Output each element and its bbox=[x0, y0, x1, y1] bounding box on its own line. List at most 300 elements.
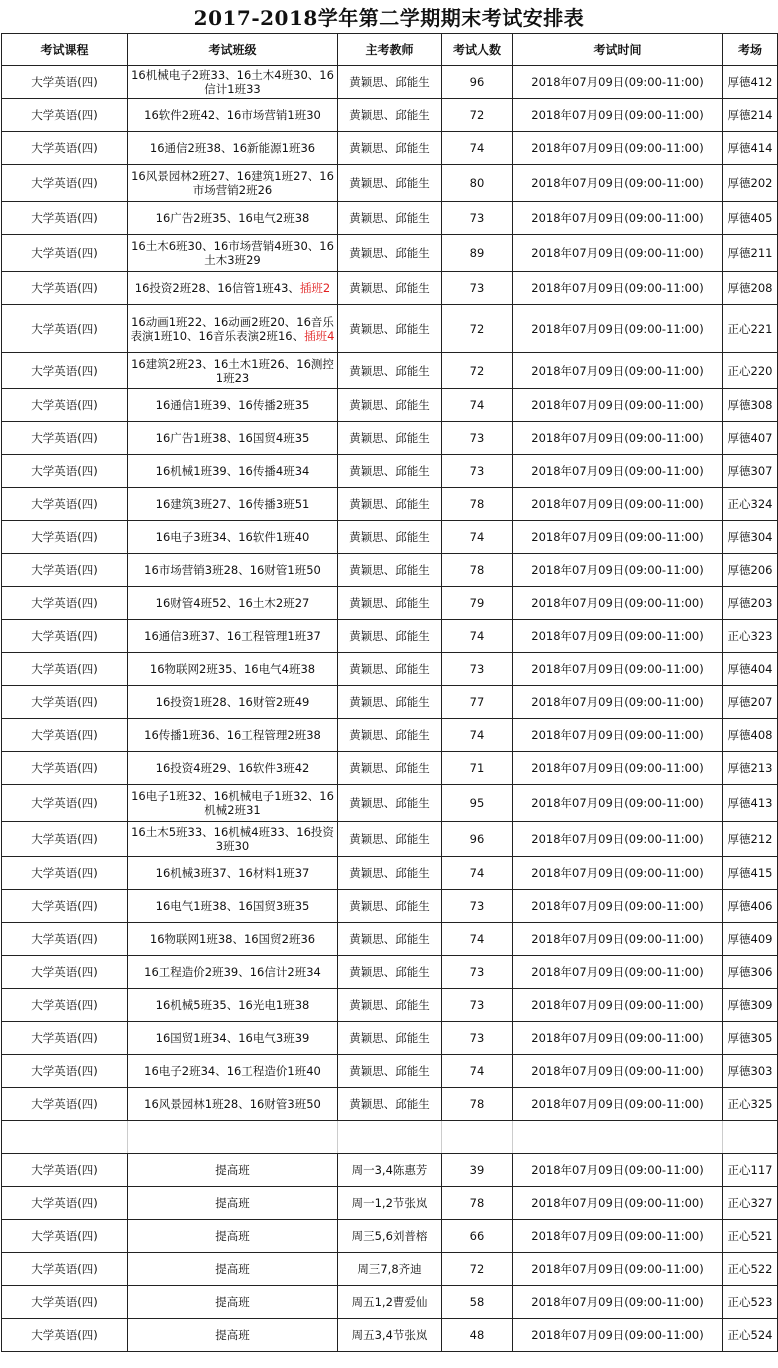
count-cell: 73 bbox=[442, 455, 513, 488]
room-cell: 厚德306 bbox=[723, 956, 778, 989]
time-cell: 2018年07月09日(09:00-11:00) bbox=[513, 1088, 723, 1121]
time-cell: 2018年07月09日(09:00-11:00) bbox=[513, 822, 723, 857]
count-cell: 89 bbox=[442, 235, 513, 272]
time-cell: 2018年07月09日(09:00-11:00) bbox=[513, 1187, 723, 1220]
time-cell: 2018年07月09日(09:00-11:00) bbox=[513, 353, 723, 389]
room-cell: 厚德414 bbox=[723, 132, 778, 165]
teacher-cell: 黄颖思、邱能生 bbox=[338, 422, 442, 455]
advanced-row bbox=[2, 1220, 778, 1253]
count-cell: 73 bbox=[442, 202, 513, 235]
classes-text: 16建筑2班23、16土木1班26、16测控1班23 bbox=[131, 356, 334, 385]
teacher-cell: 黄颖思、邱能生 bbox=[338, 305, 442, 353]
time-cell: 2018年07月09日(09:00-11:00) bbox=[513, 99, 723, 132]
teacher-cell: 黄颖思、邱能生 bbox=[338, 1088, 442, 1121]
course-cell: 大学英语(四) bbox=[2, 1319, 128, 1352]
teacher-cell: 黄颖思、邱能生 bbox=[338, 686, 442, 719]
teacher-cell: 周五1,2曹爱仙 bbox=[338, 1286, 442, 1319]
teacher-cell: 黄颖思、邱能生 bbox=[338, 521, 442, 554]
table-row bbox=[2, 132, 778, 165]
course-cell: 大学英语(四) bbox=[2, 719, 128, 752]
time-cell: 2018年07月09日(09:00-11:00) bbox=[513, 235, 723, 272]
classes-text: 16机械电子2班33、16土木4班30、16信计1班33 bbox=[131, 68, 334, 96]
classes-text: 16传播1班36、16工程管理2班38 bbox=[144, 728, 321, 742]
classes-cell bbox=[128, 686, 338, 719]
time-cell: 2018年07月09日(09:00-11:00) bbox=[513, 488, 723, 521]
empty-cell bbox=[2, 1121, 128, 1154]
classes-cell bbox=[128, 752, 338, 785]
course-cell: 大学英语(四) bbox=[2, 202, 128, 235]
course-cell: 大学英语(四) bbox=[2, 554, 128, 587]
count-cell: 74 bbox=[442, 1055, 513, 1088]
classes-text: 16通信2班38、16新能源1班36 bbox=[149, 141, 316, 155]
classes-cell bbox=[128, 1088, 338, 1121]
room-cell: 正心521 bbox=[723, 1220, 778, 1253]
classes-text: 16风景园林1班28、16财管3班50 bbox=[144, 1097, 321, 1111]
time-cell: 2018年07月09日(09:00-11:00) bbox=[513, 66, 723, 99]
course-cell: 大学英语(四) bbox=[2, 272, 128, 305]
table-row bbox=[2, 785, 778, 822]
count-cell: 66 bbox=[442, 1220, 513, 1253]
classes-cell bbox=[128, 989, 338, 1022]
room-cell: 正心522 bbox=[723, 1253, 778, 1286]
course-cell: 大学英语(四) bbox=[2, 1220, 128, 1253]
table-row bbox=[2, 719, 778, 752]
course-cell: 大学英语(四) bbox=[2, 785, 128, 822]
course-cell: 大学英语(四) bbox=[2, 653, 128, 686]
count-cell: 77 bbox=[442, 686, 513, 719]
course-cell: 大学英语(四) bbox=[2, 956, 128, 989]
empty-cell bbox=[513, 1121, 723, 1154]
classes-text: 16通信1班39、16传播2班35 bbox=[155, 398, 310, 412]
table-row bbox=[2, 890, 778, 923]
room-cell: 正心327 bbox=[723, 1187, 778, 1220]
count-cell: 74 bbox=[442, 857, 513, 890]
classes-text: 16机械5班35、16光电1班38 bbox=[155, 998, 310, 1012]
time-cell: 2018年07月09日(09:00-11:00) bbox=[513, 923, 723, 956]
classes-text: 16土木6班30、16市场营销4班30、16土木3班29 bbox=[131, 239, 334, 267]
teacher-cell: 黄颖思、邱能生 bbox=[338, 235, 442, 272]
count-cell: 73 bbox=[442, 956, 513, 989]
room-cell: 正心220 bbox=[723, 353, 778, 389]
teacher-cell: 黄颖思、邱能生 bbox=[338, 653, 442, 686]
time-cell: 2018年07月09日(09:00-11:00) bbox=[513, 890, 723, 923]
course-cell: 大学英语(四) bbox=[2, 1187, 128, 1220]
table-row bbox=[2, 422, 778, 455]
classes-cell bbox=[128, 1055, 338, 1088]
room-cell: 正心323 bbox=[723, 620, 778, 653]
time-cell: 2018年07月09日(09:00-11:00) bbox=[513, 785, 723, 822]
teacher-cell: 黄颖思、邱能生 bbox=[338, 202, 442, 235]
classes-cell bbox=[128, 923, 338, 956]
teacher-cell: 黄颖思、邱能生 bbox=[338, 923, 442, 956]
time-cell: 2018年07月09日(09:00-11:00) bbox=[513, 587, 723, 620]
classes-text: 16广告2班35、16电气2班38 bbox=[155, 211, 310, 225]
classes-cell bbox=[128, 272, 338, 305]
classes-cell bbox=[128, 66, 338, 99]
time-cell: 2018年07月09日(09:00-11:00) bbox=[513, 1022, 723, 1055]
time-cell: 2018年07月09日(09:00-11:00) bbox=[513, 857, 723, 890]
room-cell: 厚德207 bbox=[723, 686, 778, 719]
table-row bbox=[2, 488, 778, 521]
course-cell: 大学英语(四) bbox=[2, 822, 128, 857]
classes-text: 16国贸1班34、16电气3班39 bbox=[155, 1031, 310, 1045]
teacher-cell: 黄颖思、邱能生 bbox=[338, 1055, 442, 1088]
count-cell: 74 bbox=[442, 923, 513, 956]
empty-cell bbox=[338, 1121, 442, 1154]
room-cell: 正心117 bbox=[723, 1154, 778, 1187]
course-cell: 大学英语(四) bbox=[2, 389, 128, 422]
classes-text: 16建筑3班27、16传播3班51 bbox=[155, 497, 310, 511]
classes-cell: 提高班 bbox=[128, 1187, 338, 1220]
teacher-cell: 黄颖思、邱能生 bbox=[338, 752, 442, 785]
separator-row bbox=[2, 1121, 778, 1154]
count-cell: 96 bbox=[442, 822, 513, 857]
teacher-cell: 周一1,2节张岚 bbox=[338, 1187, 442, 1220]
time-cell: 2018年07月09日(09:00-11:00) bbox=[513, 1154, 723, 1187]
time-cell: 2018年07月09日(09:00-11:00) bbox=[513, 1055, 723, 1088]
count-cell: 73 bbox=[442, 989, 513, 1022]
classes-cell bbox=[128, 235, 338, 272]
count-cell: 96 bbox=[442, 66, 513, 99]
classes-cell bbox=[128, 653, 338, 686]
count-cell: 78 bbox=[442, 488, 513, 521]
room-cell: 厚德206 bbox=[723, 554, 778, 587]
course-cell: 大学英语(四) bbox=[2, 455, 128, 488]
advanced-row bbox=[2, 1253, 778, 1286]
room-cell: 厚德406 bbox=[723, 890, 778, 923]
room-cell: 厚德203 bbox=[723, 587, 778, 620]
count-cell: 72 bbox=[442, 1253, 513, 1286]
count-cell: 74 bbox=[442, 132, 513, 165]
room-cell: 厚德309 bbox=[723, 989, 778, 1022]
room-cell: 厚德214 bbox=[723, 99, 778, 132]
table-row bbox=[2, 235, 778, 272]
count-cell: 73 bbox=[442, 272, 513, 305]
count-cell: 74 bbox=[442, 389, 513, 422]
count-cell: 74 bbox=[442, 719, 513, 752]
teacher-cell: 黄颖思、邱能生 bbox=[338, 99, 442, 132]
count-cell: 39 bbox=[442, 1154, 513, 1187]
classes-text: 16软件2班42、16市场营销1班30 bbox=[144, 108, 321, 122]
room-cell: 厚德304 bbox=[723, 521, 778, 554]
time-cell: 2018年07月09日(09:00-11:00) bbox=[513, 389, 723, 422]
course-cell: 大学英语(四) bbox=[2, 1154, 128, 1187]
classes-text: 16物联网2班35、16电气4班38 bbox=[149, 662, 316, 676]
classes-cell bbox=[128, 554, 338, 587]
course-cell: 大学英语(四) bbox=[2, 422, 128, 455]
course-cell: 大学英语(四) bbox=[2, 488, 128, 521]
classes-cell: 提高班 bbox=[128, 1286, 338, 1319]
course-cell: 大学英语(四) bbox=[2, 521, 128, 554]
teacher-cell: 黄颖思、邱能生 bbox=[338, 353, 442, 389]
room-cell: 正心324 bbox=[723, 488, 778, 521]
course-cell: 大学英语(四) bbox=[2, 132, 128, 165]
time-cell: 2018年07月09日(09:00-11:00) bbox=[513, 653, 723, 686]
table-row bbox=[2, 989, 778, 1022]
teacher-cell: 周五3,4节张岚 bbox=[338, 1319, 442, 1352]
teacher-cell: 黄颖思、邱能生 bbox=[338, 165, 442, 202]
classes-text: 16电子2班34、16工程造价1班40 bbox=[144, 1064, 321, 1078]
table-row bbox=[2, 653, 778, 686]
room-cell: 厚德202 bbox=[723, 165, 778, 202]
time-cell: 2018年07月09日(09:00-11:00) bbox=[513, 455, 723, 488]
course-cell: 大学英语(四) bbox=[2, 235, 128, 272]
classes-text: 16广告1班38、16国贸4班35 bbox=[155, 431, 310, 445]
room-cell: 厚德211 bbox=[723, 235, 778, 272]
teacher-cell: 黄颖思、邱能生 bbox=[338, 890, 442, 923]
count-cell: 78 bbox=[442, 1088, 513, 1121]
count-cell: 72 bbox=[442, 353, 513, 389]
classes-cell bbox=[128, 422, 338, 455]
classes-cell bbox=[128, 389, 338, 422]
count-cell: 73 bbox=[442, 653, 513, 686]
classes-cell bbox=[128, 587, 338, 620]
table-row bbox=[2, 99, 778, 132]
time-cell: 2018年07月09日(09:00-11:00) bbox=[513, 305, 723, 353]
classes-text: 16风景园林2班27、16建筑1班27、16市场营销2班26 bbox=[131, 169, 334, 197]
classes-cell bbox=[128, 353, 338, 389]
course-cell: 大学英语(四) bbox=[2, 857, 128, 890]
count-cell: 78 bbox=[442, 554, 513, 587]
course-cell: 大学英语(四) bbox=[2, 1253, 128, 1286]
table-row bbox=[2, 857, 778, 890]
room-cell: 厚德408 bbox=[723, 719, 778, 752]
classes-text: 16电气1班38、16国贸3班35 bbox=[155, 899, 310, 913]
room-cell: 正心325 bbox=[723, 1088, 778, 1121]
time-cell: 2018年07月09日(09:00-11:00) bbox=[513, 752, 723, 785]
time-cell: 2018年07月09日(09:00-11:00) bbox=[513, 956, 723, 989]
header-room: 考场 bbox=[723, 34, 778, 66]
classes-cell bbox=[128, 822, 338, 857]
time-cell: 2018年07月09日(09:00-11:00) bbox=[513, 165, 723, 202]
room-cell: 厚德409 bbox=[723, 923, 778, 956]
transfer-note: 插班4 bbox=[304, 328, 335, 343]
time-cell: 2018年07月09日(09:00-11:00) bbox=[513, 272, 723, 305]
transfer-note: 插班2 bbox=[299, 281, 331, 295]
advanced-row bbox=[2, 1154, 778, 1187]
classes-cell bbox=[128, 956, 338, 989]
count-cell: 78 bbox=[442, 1187, 513, 1220]
table-row bbox=[2, 686, 778, 719]
classes-text: 16电子1班32、16机械电子1班32、16机械2班31 bbox=[131, 789, 334, 817]
classes-text: 16市场营销3班28、16财管1班50 bbox=[144, 563, 321, 577]
room-cell: 厚德213 bbox=[723, 752, 778, 785]
classes-cell bbox=[128, 890, 338, 923]
teacher-cell: 黄颖思、邱能生 bbox=[338, 554, 442, 587]
classes-cell bbox=[128, 1022, 338, 1055]
room-cell: 厚德212 bbox=[723, 822, 778, 857]
exam-schedule-table bbox=[1, 33, 778, 1352]
time-cell: 2018年07月09日(09:00-11:00) bbox=[513, 521, 723, 554]
classes-text: 16投资1班28、16财管2班49 bbox=[155, 695, 310, 709]
classes-cell bbox=[128, 521, 338, 554]
time-cell: 2018年07月09日(09:00-11:00) bbox=[513, 202, 723, 235]
teacher-cell: 黄颖思、邱能生 bbox=[338, 488, 442, 521]
empty-cell bbox=[723, 1121, 778, 1154]
room-cell: 厚德404 bbox=[723, 653, 778, 686]
table-row bbox=[2, 587, 778, 620]
classes-text: 16机械1班39、16传播4班34 bbox=[155, 464, 310, 478]
time-cell: 2018年07月09日(09:00-11:00) bbox=[513, 620, 723, 653]
classes-text: 16电子3班34、16软件1班40 bbox=[155, 530, 310, 544]
table-row bbox=[2, 202, 778, 235]
room-cell: 正心221 bbox=[723, 305, 778, 353]
room-cell: 厚德305 bbox=[723, 1022, 778, 1055]
count-cell: 48 bbox=[442, 1319, 513, 1352]
course-cell: 大学英语(四) bbox=[2, 890, 128, 923]
teacher-cell: 黄颖思、邱能生 bbox=[338, 956, 442, 989]
course-cell: 大学英语(四) bbox=[2, 353, 128, 389]
count-cell: 72 bbox=[442, 99, 513, 132]
count-cell: 58 bbox=[442, 1286, 513, 1319]
room-cell: 厚德413 bbox=[723, 785, 778, 822]
course-cell: 大学英语(四) bbox=[2, 66, 128, 99]
time-cell: 2018年07月09日(09:00-11:00) bbox=[513, 1286, 723, 1319]
teacher-cell: 黄颖思、邱能生 bbox=[338, 66, 442, 99]
time-cell: 2018年07月09日(09:00-11:00) bbox=[513, 1253, 723, 1286]
teacher-cell: 黄颖思、邱能生 bbox=[338, 719, 442, 752]
classes-cell bbox=[128, 785, 338, 822]
classes-cell bbox=[128, 455, 338, 488]
table-row bbox=[2, 66, 778, 99]
course-cell: 大学英语(四) bbox=[2, 1022, 128, 1055]
table-row bbox=[2, 923, 778, 956]
course-cell: 大学英语(四) bbox=[2, 752, 128, 785]
classes-text: 16动画1班22、16动画2班20、16音乐表演1班10、16音乐表演2班16、 bbox=[130, 314, 334, 343]
table-row bbox=[2, 165, 778, 202]
course-cell: 大学英语(四) bbox=[2, 620, 128, 653]
table-row bbox=[2, 389, 778, 422]
table-row bbox=[2, 822, 778, 857]
classes-cell bbox=[128, 620, 338, 653]
classes-text: 16工程造价2班39、16信计2班34 bbox=[144, 965, 321, 979]
table-row bbox=[2, 1088, 778, 1121]
room-cell: 厚德208 bbox=[723, 272, 778, 305]
classes-cell bbox=[128, 719, 338, 752]
table-row bbox=[2, 620, 778, 653]
teacher-cell: 黄颖思、邱能生 bbox=[338, 455, 442, 488]
count-cell: 73 bbox=[442, 1022, 513, 1055]
table-row bbox=[2, 956, 778, 989]
room-cell: 厚德407 bbox=[723, 422, 778, 455]
table-row bbox=[2, 521, 778, 554]
classes-text: 16机械3班37、16材料1班37 bbox=[155, 866, 310, 880]
room-cell: 厚德308 bbox=[723, 389, 778, 422]
room-cell: 厚德405 bbox=[723, 202, 778, 235]
count-cell: 72 bbox=[442, 305, 513, 353]
course-cell: 大学英语(四) bbox=[2, 1088, 128, 1121]
room-cell: 正心523 bbox=[723, 1286, 778, 1319]
header-course: 考试课程 bbox=[2, 34, 128, 66]
empty-cell bbox=[442, 1121, 513, 1154]
header-teacher: 主考教师 bbox=[338, 34, 442, 66]
classes-text: 16物联网1班38、16国贸2班36 bbox=[149, 932, 316, 946]
count-cell: 73 bbox=[442, 890, 513, 923]
classes-cell: 提高班 bbox=[128, 1253, 338, 1286]
classes-cell bbox=[128, 165, 338, 202]
table-row bbox=[2, 305, 778, 353]
advanced-row bbox=[2, 1319, 778, 1352]
count-cell: 74 bbox=[442, 521, 513, 554]
teacher-cell: 黄颖思、邱能生 bbox=[338, 989, 442, 1022]
classes-cell bbox=[128, 132, 338, 165]
classes-cell bbox=[128, 305, 338, 353]
time-cell: 2018年07月09日(09:00-11:00) bbox=[513, 1319, 723, 1352]
advanced-row bbox=[2, 1286, 778, 1319]
classes-cell: 提高班 bbox=[128, 1220, 338, 1253]
count-cell: 73 bbox=[442, 422, 513, 455]
course-cell: 大学英语(四) bbox=[2, 989, 128, 1022]
table-row bbox=[2, 272, 778, 305]
classes-text: 16通信3班37、16工程管理1班37 bbox=[144, 629, 321, 643]
course-cell: 大学英语(四) bbox=[2, 1286, 128, 1319]
header-count: 考试人数 bbox=[442, 34, 513, 66]
empty-cell bbox=[128, 1121, 338, 1154]
course-cell: 大学英语(四) bbox=[2, 165, 128, 202]
time-cell: 2018年07月09日(09:00-11:00) bbox=[513, 686, 723, 719]
table-row bbox=[2, 752, 778, 785]
classes-cell bbox=[128, 99, 338, 132]
teacher-cell: 周三7,8齐迪 bbox=[338, 1253, 442, 1286]
course-cell: 大学英语(四) bbox=[2, 587, 128, 620]
teacher-cell: 黄颖思、邱能生 bbox=[338, 1022, 442, 1055]
table-row bbox=[2, 1022, 778, 1055]
header-classes: 考试班级 bbox=[128, 34, 338, 66]
teacher-cell: 黄颖思、邱能生 bbox=[338, 822, 442, 857]
teacher-cell: 周一3,4陈惠芳 bbox=[338, 1154, 442, 1187]
count-cell: 74 bbox=[442, 620, 513, 653]
classes-text: 16土木5班33、16机械4班33、16投资3班30 bbox=[131, 825, 334, 853]
classes-cell bbox=[128, 488, 338, 521]
time-cell: 2018年07月09日(09:00-11:00) bbox=[513, 989, 723, 1022]
classes-cell: 提高班 bbox=[128, 1154, 338, 1187]
count-cell: 80 bbox=[442, 165, 513, 202]
classes-cell bbox=[128, 857, 338, 890]
page-title: 2017-2018学年第二学期期末考试安排表 bbox=[193, 6, 585, 30]
count-cell: 71 bbox=[442, 752, 513, 785]
time-cell: 2018年07月09日(09:00-11:00) bbox=[513, 719, 723, 752]
course-cell: 大学英语(四) bbox=[2, 305, 128, 353]
teacher-cell: 黄颖思、邱能生 bbox=[338, 272, 442, 305]
time-cell: 2018年07月09日(09:00-11:00) bbox=[513, 422, 723, 455]
table-row bbox=[2, 1055, 778, 1088]
table-row bbox=[2, 455, 778, 488]
time-cell: 2018年07月09日(09:00-11:00) bbox=[513, 554, 723, 587]
room-cell: 厚德307 bbox=[723, 455, 778, 488]
classes-cell: 提高班 bbox=[128, 1319, 338, 1352]
time-cell: 2018年07月09日(09:00-11:00) bbox=[513, 1220, 723, 1253]
classes-text: 16投资4班29、16软件3班42 bbox=[155, 761, 310, 775]
header-row bbox=[2, 34, 778, 66]
teacher-cell: 黄颖思、邱能生 bbox=[338, 389, 442, 422]
table-row bbox=[2, 554, 778, 587]
teacher-cell: 黄颖思、邱能生 bbox=[338, 785, 442, 822]
count-cell: 79 bbox=[442, 587, 513, 620]
teacher-cell: 黄颖思、邱能生 bbox=[338, 132, 442, 165]
room-cell: 厚德415 bbox=[723, 857, 778, 890]
classes-cell bbox=[128, 202, 338, 235]
teacher-cell: 周三5,6刘普榕 bbox=[338, 1220, 442, 1253]
count-cell: 95 bbox=[442, 785, 513, 822]
header-time: 考试时间 bbox=[513, 34, 723, 66]
course-cell: 大学英语(四) bbox=[2, 1055, 128, 1088]
room-cell: 厚德303 bbox=[723, 1055, 778, 1088]
table-row bbox=[2, 353, 778, 389]
teacher-cell: 黄颖思、邱能生 bbox=[338, 857, 442, 890]
room-cell: 正心524 bbox=[723, 1319, 778, 1352]
room-cell: 厚德412 bbox=[723, 66, 778, 99]
time-cell: 2018年07月09日(09:00-11:00) bbox=[513, 132, 723, 165]
